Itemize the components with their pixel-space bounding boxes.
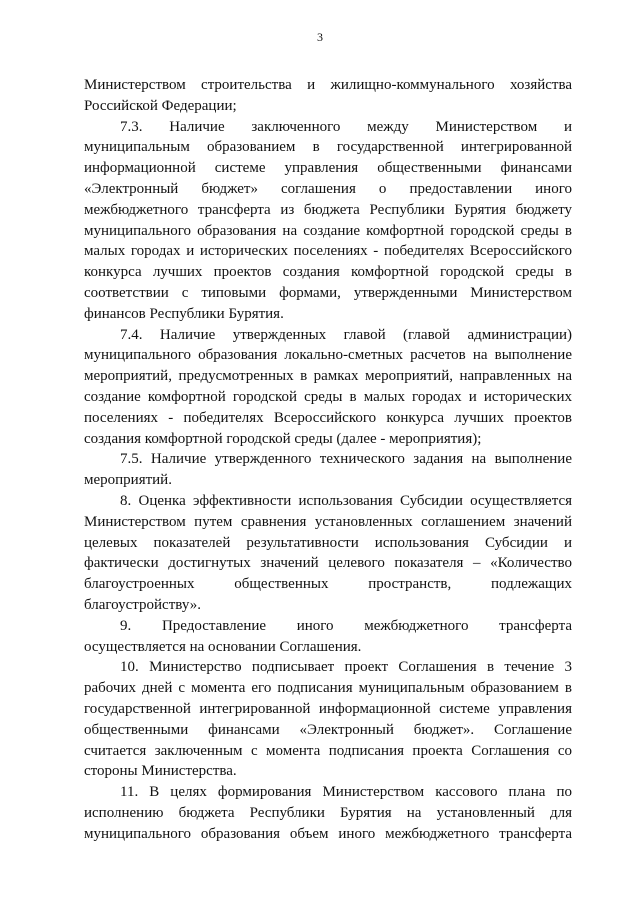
text-line: осуществляется на основании Соглашения. <box>84 638 362 655</box>
text-line: Министерством строительства и жилищно-коммунального хозяйства <box>84 77 572 93</box>
text-line: муниципальным образованием в государственной интегрированной <box>84 139 572 156</box>
paragraph-10-start: 10. Министерство подписывает проект Соглашения в течение 3 <box>120 659 572 676</box>
text-line: общественными финансами «Электронный бюджет». Соглашение <box>84 721 572 738</box>
text-line: соответствии с типовыми формами, утвержденными Министерством <box>84 284 572 301</box>
text-line: малых городах и исторических поселениях - победителях Всероссийского <box>84 243 572 260</box>
text-line: мероприятий. <box>84 472 172 489</box>
text-line: муниципального образования на создание комфортной городской среды в <box>84 222 572 239</box>
text-line: целевых показателей результативности использования Субсидии и <box>84 534 572 551</box>
text-line: фактически достигнутых значений целевого показателя – «Количество <box>84 555 572 572</box>
text-line: мероприятий, предусмотренных в рамках мероприятий, направленных на <box>84 368 572 385</box>
text-line: исполнению бюджета Республики Бурятия на установленный для <box>84 804 572 821</box>
paragraph-7-4-start: 7.4. Наличие утвержденных главой (главой администрации) <box>120 326 572 343</box>
text-line: Российской Федерации; <box>84 97 237 114</box>
text-line: стороны Министерства. <box>84 763 237 780</box>
text-line: благоустроенных общественных пространств, подлежащих <box>84 576 572 593</box>
text-line: создание комфортной городской среды в малых городах и исторических <box>84 388 572 405</box>
document-body <box>84 75 572 844</box>
paragraph-7-3-start: 7.3. Наличие заключенного между Министерством и <box>120 118 572 135</box>
text-line: межбюджетного трансферта из бюджета Республики Бурятия бюджету <box>84 201 572 218</box>
paragraph-7-5-start: 7.5. Наличие утвержденного технического задания на выполнение <box>120 451 572 468</box>
page-number: 3 <box>317 30 323 44</box>
text-line: муниципального образования объем иного межбюджетного трансферта <box>84 825 572 842</box>
text-line: поселениях - победителях Всероссийского конкурса лучших проектов <box>84 409 572 426</box>
text-line: рабочих дней с момента его подписания муниципальным образованием в <box>84 680 572 697</box>
text-line: муниципального образования локально-сметных расчетов на выполнение <box>84 347 572 364</box>
text-line: создания комфортной городской среды (далее - мероприятия); <box>84 430 482 447</box>
text-line: информационной системе управления общественными финансами <box>84 160 572 177</box>
paragraph-9-start: 9. Предоставление иного межбюджетного трансферта <box>120 617 572 634</box>
text-line: Министерством путем сравнения установленных соглашением значений <box>84 513 572 530</box>
text-line: благоустройству». <box>84 596 201 613</box>
text-line: конкурса лучших проектов создания комфортной городской среды в <box>84 264 572 281</box>
text-line: финансов Республики Бурятия. <box>84 305 284 322</box>
text-line: считается заключенным с момента подписания проекта Соглашения со <box>84 742 572 759</box>
text-line: государственной интегрированной информационной системе управления <box>84 700 572 717</box>
text-line: «Электронный бюджет» соглашения о предоставлении иного <box>84 180 572 197</box>
paragraph-11-start: 11. В целях формирования Министерством кассового плана по <box>120 784 572 801</box>
paragraph-8-start: 8. Оценка эффективности использования Субсидии осуществляется <box>120 492 572 509</box>
